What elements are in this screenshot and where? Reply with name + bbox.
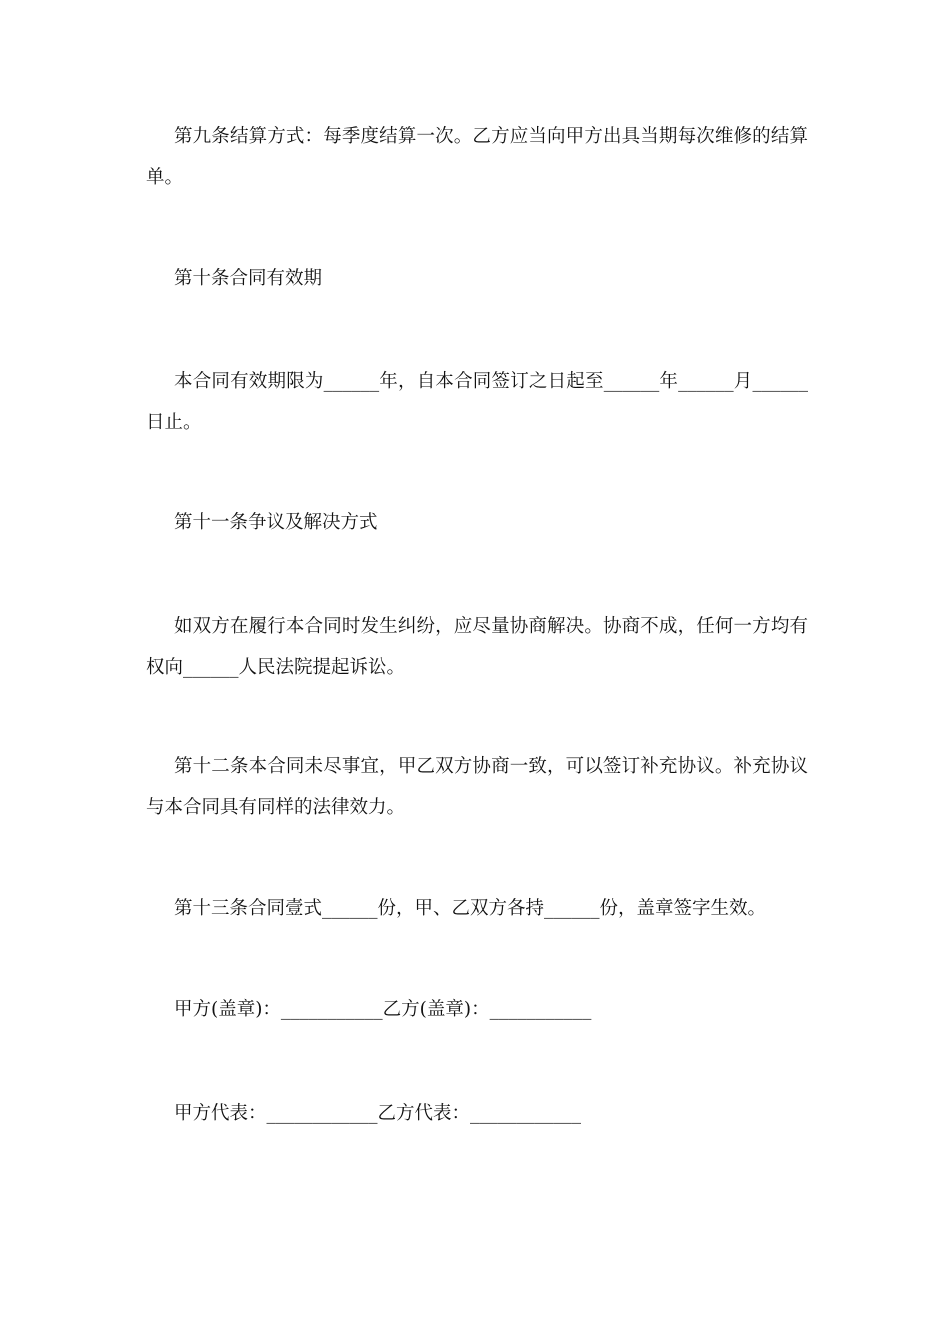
article-12: 第十二条本合同未尽事宜，甲乙双方协商一致，可以签订补充协议。补充协议与本合同具有同样的法律效力。 <box>146 756 808 818</box>
representative-signature-line: 甲方代表：____________乙方代表：____________ <box>174 1103 582 1124</box>
article-11-title: 第十一条争议及解决方式 <box>174 512 378 533</box>
article-13: 第十三条合同壹式______份，甲、乙双方各持______份，盖章签字生效。 <box>174 898 767 919</box>
article-9-settlement: 第九条结算方式：每季度结算一次。乙方应当向甲方出具当期每次维修的结算单。 <box>146 126 808 188</box>
seal-signature-line: 甲方(盖章)：___________乙方(盖章)：___________ <box>174 999 592 1020</box>
article-10-title: 第十条合同有效期 <box>174 268 323 289</box>
article-11-body: 如双方在履行本合同时发生纠纷，应尽量协商解决。协商不成，任何一方均有权向______人民法院提起诉讼。 <box>146 616 808 678</box>
article-10-body: 本合同有效期限为______年，自本合同签订之日起至______年______月______日止。 <box>146 371 808 433</box>
